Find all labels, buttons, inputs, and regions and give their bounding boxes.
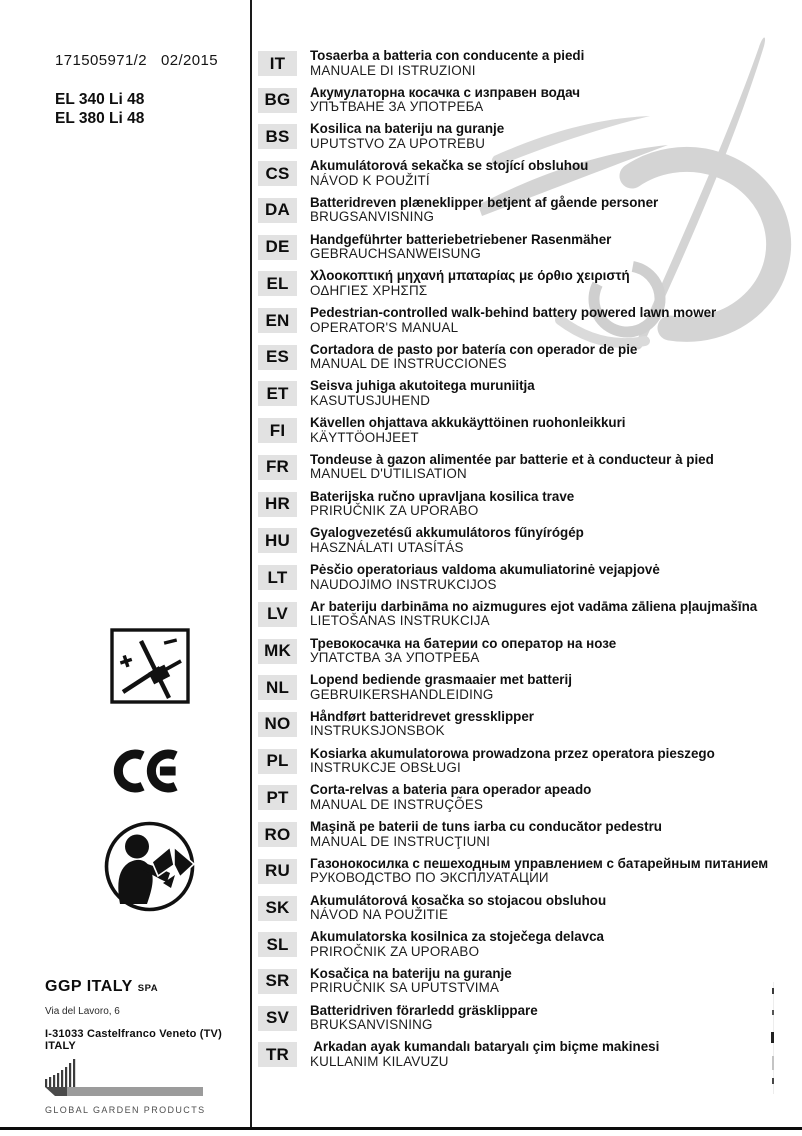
language-subtitle: NÁVOD K POUŽITÍ	[310, 172, 430, 188]
language-text-block	[310, 967, 512, 996]
language-text-block	[310, 122, 504, 151]
language-subtitle: UPUTSTVO ZA UPOTREBU	[310, 135, 486, 151]
language-row	[258, 563, 788, 600]
edge-print-marks	[768, 982, 780, 1094]
doc-number: 171505971/2	[55, 52, 147, 69]
language-text-block	[310, 1040, 659, 1069]
language-code-badge: EN	[258, 308, 297, 333]
language-text-block	[310, 490, 574, 519]
battery-warning-icon	[110, 628, 190, 704]
language-row	[258, 783, 788, 820]
language-code-badge: DE	[258, 235, 297, 260]
language-row	[258, 967, 788, 1004]
language-title: Arkadan ayak kumandalı bataryalı çim biçme makinesi	[310, 1039, 660, 1055]
language-subtitle: GEBRUIKERSHANDLEIDING	[310, 686, 494, 702]
language-code-badge: PL	[258, 749, 297, 774]
language-row	[258, 86, 788, 123]
doc-date: 02/2015	[161, 52, 219, 69]
language-code-badge: SR	[258, 969, 297, 994]
language-code-badge: EL	[258, 271, 297, 296]
language-text-block	[310, 343, 637, 372]
language-text-block	[310, 159, 588, 188]
language-subtitle: HASZNÁLATI UTASÍTÁS	[310, 539, 464, 555]
read-manual-icon	[103, 820, 196, 913]
language-title: Handgeführter batteriebetriebener Rasenmäher	[310, 231, 612, 247]
language-code-badge: RO	[258, 822, 297, 847]
language-row	[258, 490, 788, 527]
language-title: Акумулаторна косачка с изправен водач	[310, 84, 581, 100]
language-subtitle: OPERATOR'S MANUAL	[310, 319, 459, 335]
language-subtitle: MANUALE DI ISTRUZIONI	[310, 62, 476, 78]
language-code-badge: LT	[258, 565, 297, 590]
language-text-block	[310, 930, 604, 959]
language-title: Akumulatorska kosilnica za stoječega delavca	[310, 929, 604, 945]
language-row	[258, 379, 788, 416]
language-row	[258, 159, 788, 196]
company-address-street: Via del Lavoro, 6	[45, 1006, 120, 1017]
language-title: Газонокосилка с пешеходным управлением с батарейным питанием	[310, 855, 769, 871]
model-list	[55, 90, 144, 128]
language-title: Håndført batteridrevet gressklipper	[310, 708, 534, 724]
language-text-block	[310, 783, 591, 812]
language-subtitle: MANUAL DE INSTRUCCIONES	[310, 356, 507, 372]
language-subtitle: KÄYTTÖOHJEET	[310, 429, 419, 445]
language-text-block	[310, 894, 606, 923]
language-row	[258, 930, 788, 967]
language-text-block	[310, 233, 611, 262]
language-code-badge: BS	[258, 124, 297, 149]
language-title: Seisva juhiga akutoitega muruniitja	[310, 378, 535, 394]
language-title: Gyalogvezetésű akkumulátoros fűnyírógép	[310, 525, 584, 541]
language-title: Batteridreven plæneklipper betjent af gående personer	[310, 194, 659, 210]
language-text-block	[310, 453, 714, 482]
language-subtitle: УПЪТВАНЕ ЗА УПОТРЕБА	[310, 99, 484, 115]
model-name: EL 380 Li 48	[55, 110, 145, 127]
language-title: Kävellen ohjattava akkukäyttöinen ruohonleikkuri	[310, 415, 626, 431]
language-code-badge: HR	[258, 492, 297, 517]
language-subtitle: PRIRUČNIK SA UPUTSTVIMA	[310, 980, 500, 996]
language-text-block	[310, 673, 572, 702]
language-title: Baterijska ručno upravljana kosilica trave	[310, 488, 575, 504]
language-title: Corta-relvas a bateria para operador apeado	[310, 782, 592, 798]
language-subtitle: BRUGSANVISNING	[310, 209, 435, 225]
language-title: Kosilica na bateriju na guranje	[310, 121, 505, 137]
language-subtitle: MANUAL DE INSTRUCŢIUNI	[310, 833, 491, 849]
language-subtitle: MANUEL D'UTILISATION	[310, 466, 467, 482]
language-row	[258, 1040, 788, 1077]
language-title: Cortadora de pasto por batería con operador de pie	[310, 341, 638, 357]
language-row	[258, 416, 788, 453]
language-subtitle: NÁVOD NA POUŽITIE	[310, 907, 449, 923]
language-text-block	[310, 49, 584, 78]
language-text-block	[310, 747, 715, 776]
language-row	[258, 673, 788, 710]
language-title: Χλοοκοπτική μηχανή μπαταρίας με όρθιο χειριστή	[310, 268, 630, 284]
language-row	[258, 747, 788, 784]
language-text-block	[310, 637, 616, 666]
company-address-city: I-31033 Castelfranco Veneto (TV) ITALY	[45, 1028, 222, 1052]
language-code-badge: PT	[258, 785, 297, 810]
language-text-block	[310, 196, 658, 225]
language-text-block	[310, 526, 584, 555]
company-name: GGP ITALY	[45, 978, 133, 995]
language-row	[258, 600, 788, 637]
language-text-block	[310, 269, 630, 298]
language-subtitle: NAUDOJIMO INSTRUKCIJOS	[310, 576, 497, 592]
language-code-badge: ES	[258, 345, 297, 370]
company-suffix: SPA	[137, 983, 159, 994]
language-title: Тревокосачка на батерии со оператор на нозе	[310, 635, 617, 651]
column-divider	[250, 0, 252, 1129]
language-code-badge: NL	[258, 675, 297, 700]
language-row	[258, 196, 788, 233]
company-name-line	[45, 978, 245, 996]
ce-mark-icon	[112, 744, 188, 798]
language-text-block	[310, 416, 626, 445]
language-text-block	[310, 820, 662, 849]
language-code-badge: HU	[258, 528, 297, 553]
language-text-block	[310, 86, 580, 115]
language-code-badge: MK	[258, 639, 297, 664]
language-subtitle: GEBRAUCHSANWEISUNG	[310, 246, 482, 262]
language-code-badge: DA	[258, 198, 297, 223]
language-title: Tosaerba a batteria con conducente a piedi	[310, 48, 585, 63]
language-title: Akumulátorová sekačka se stojící obsluhou	[310, 158, 589, 174]
language-row	[258, 122, 788, 159]
language-text-block	[310, 563, 660, 592]
language-subtitle: KASUTUSJUHEND	[310, 392, 431, 408]
language-subtitle: BRUKSANVISNING	[310, 1017, 433, 1033]
language-subtitle: MANUAL DE INSTRUÇÕES	[310, 796, 484, 812]
language-text-block	[310, 710, 534, 739]
language-code-badge: RU	[258, 859, 297, 884]
language-title: Kosačica na bateriju na guranje	[310, 965, 512, 981]
language-code-badge: IT	[258, 51, 297, 76]
language-row	[258, 49, 788, 86]
language-title: Kosiarka akumulatorowa prowadzona przez operatora pieszego	[310, 745, 715, 761]
language-code-badge: SK	[258, 896, 297, 921]
language-text-block	[310, 1004, 538, 1033]
language-code-badge: CS	[258, 161, 297, 186]
language-text-block	[310, 857, 768, 886]
publisher-block	[45, 978, 245, 1115]
language-subtitle: ΟΔΗΓΙΕΣ ΧΡΗΣΠΣ	[310, 282, 428, 298]
language-row	[258, 710, 788, 747]
language-title: Batteridriven förarledd gräsklippare	[310, 1002, 538, 1018]
language-index	[258, 49, 788, 1077]
language-row	[258, 343, 788, 380]
language-code-badge: NO	[258, 712, 297, 737]
language-subtitle: LIETOŠANAS INSTRUKCIJA	[310, 613, 490, 629]
language-title: Lopend bediende grasmaaier met batterij	[310, 672, 572, 688]
language-row	[258, 1004, 788, 1041]
page-bottom-rule	[0, 1127, 802, 1130]
language-title: Pėsčio operatoriaus valdoma akumuliatorinė vejapjovė	[310, 562, 660, 578]
language-title: Tondeuse à gazon alimentée par batterie et à conducteur à pied	[310, 451, 714, 467]
language-subtitle: INSTRUKSJONSBOK	[310, 723, 445, 739]
language-row	[258, 453, 788, 490]
language-text-block	[310, 379, 535, 408]
language-subtitle: INSTRUKCJE OBSŁUGI	[310, 760, 461, 776]
language-code-badge: FR	[258, 455, 297, 480]
language-row	[258, 637, 788, 674]
ggp-barcode-logo	[45, 1059, 205, 1097]
language-subtitle: УПАТСТВА ЗА УПОТРЕБА	[310, 650, 480, 665]
language-row	[258, 820, 788, 857]
language-subtitle: РУКОВОДСТВО ПО ЭКСПЛУАТАЦИИ	[310, 870, 549, 886]
language-subtitle: PRIROČNIK ZA UPORABO	[310, 943, 480, 959]
language-row	[258, 306, 788, 343]
language-code-badge: TR	[258, 1042, 297, 1067]
language-title: Maşină pe baterii de tuns iarba cu conducător pedestru	[310, 819, 662, 835]
language-title: Pedestrian-controlled walk-behind battery powered lawn mower	[310, 305, 717, 321]
model-name: EL 340 Li 48	[55, 91, 145, 108]
language-row	[258, 857, 788, 894]
language-row	[258, 269, 788, 306]
language-text-block	[310, 306, 716, 335]
language-row	[258, 526, 788, 563]
language-subtitle: PRIRUČNIK ZA UPORABO	[310, 503, 479, 519]
language-title: Akumulátorová kosačka so stojacou obsluhou	[310, 892, 607, 908]
doc-number-line	[55, 52, 218, 69]
language-code-badge: ET	[258, 381, 297, 406]
language-code-badge: FI	[258, 418, 297, 443]
language-title: Ar bateriju darbināma no aizmugures ejot vadāma zāliena pļaujmašīna	[310, 598, 758, 614]
language-code-badge: SL	[258, 932, 297, 957]
language-code-badge: SV	[258, 1006, 297, 1031]
brand-name: GLOBAL GARDEN PRODUCTS	[45, 1105, 206, 1115]
language-code-badge: BG	[258, 88, 297, 113]
language-row	[258, 894, 788, 931]
language-row	[258, 233, 788, 270]
language-code-badge: LV	[258, 602, 297, 627]
language-subtitle: KULLANIM KILAVUZU	[310, 1053, 449, 1069]
language-text-block	[310, 600, 757, 629]
